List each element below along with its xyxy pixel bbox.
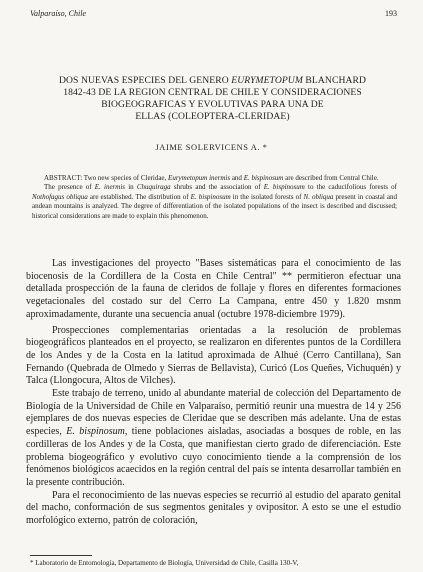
title-line-4: ELLAS (COLEOPTERA-CLERIDAE) xyxy=(135,111,290,122)
body-paragraph-4: Para el reconocimiento de las nuevas especies se recurrió al estudio del aparato genital del macho, conformación de sus segmentos genitales y ovipositor. A esto se une el estudio morfológico externo, patrón de coloración, xyxy=(26,489,401,527)
author-affiliation-footnote: * Laboratorio de Entomología, Departamento de Biología, Universidad de Chile, Casilla 130-V, xyxy=(30,559,299,567)
title-line-2: 1842-43 DE LA REGION CENTRAL DE CHILE Y CONSIDERACIONES xyxy=(63,87,362,98)
article-title xyxy=(28,75,397,123)
page-number: 193 xyxy=(385,9,397,18)
abstract xyxy=(32,174,397,221)
running-head-location: Valparaíso, Chile xyxy=(30,9,87,18)
body-paragraph-1: Las investigaciones del proyecto "Bases sistemáticas para el conocimiento de las biocenosis de la Cordillera de la Costa en Chile Central" ** permitieron efectuar una detallada prospección de la fauna de cleridos de follaje y flores en diferentes formaciones vegetacionales del costado sur del Cerro La Campana, entre 450 y 1.820 msnm aproximadamente, durante una secuencia anual (octubre 1978-diciembre 1979). xyxy=(26,258,401,320)
body-paragraph-3: Este trabajo de terreno, unido al abundante material de colección del Departamento de Biología de la Universidad de Chile en Valparaíso, permitió reunir una muestra de 14 y 256 ejemplares de dos nuevas especies de Cleridae que se describen más adelante. Una de estas especies, E. bispinosum, tiene poblaciones aisladas, asociadas a bosques de roble, en las cordilleras de los Andes y de la Costa, que manifiestan cierto grado de diferenciación. Este problema biogeográfico y evolutivo cuyo conocimiento tiende a la comprensión de los fenómenos biológicos acaecidos en la región central del país se intenta desarrollar también en la presente contribución. xyxy=(26,388,401,488)
title-line-1: DOS NUEVAS ESPECIES DEL GENERO EURYMETOPUM BLANCHARD xyxy=(58,75,367,86)
abstract-paragraph-2: The presence of E. inermis in Chuquiraga shrubs and the association of E. bispinosum to the caducifolious forests of Nothofagus obliqua are established. The distribution of E. bispinosum in the isolated forests of N. obliqua present in coastal and andean mountains is analyzed. The degree of differentiation of the isolated populations of the insect is described and discussed; historical considerations are made to explain this phenomenon. xyxy=(32,183,398,220)
title-line-3: BIOGEOGRAFICAS Y EVOLUTIVAS PARA UNA DE xyxy=(101,99,324,110)
abstract-paragraph-1: ABSTRACT: Two new species of Cleridae, Eurymetopum inermis and E. bispinosum are described from Central Chile. xyxy=(44,174,379,182)
footnote-divider xyxy=(30,555,92,556)
running-head xyxy=(30,9,397,23)
body-paragraph-2: Prospecciones complementarias orientadas a la resolución de problemas biogeográficos planteados en el proyecto, se realizaron en diferentes puntos de la Cordillera de los Andes y de la Costa en la latitud aproximada de Alhué (Cerro Cantillana), San Fernando (Quebrada de Olmedo y Sierras de Bellavista), Curicó (Los Queñes, Vichuquén) y Talca (Llongocura, Altos de Vilches). xyxy=(26,324,401,387)
article-author: JAIME SOLERVICENS A. * xyxy=(155,143,268,152)
article-body xyxy=(26,258,401,528)
